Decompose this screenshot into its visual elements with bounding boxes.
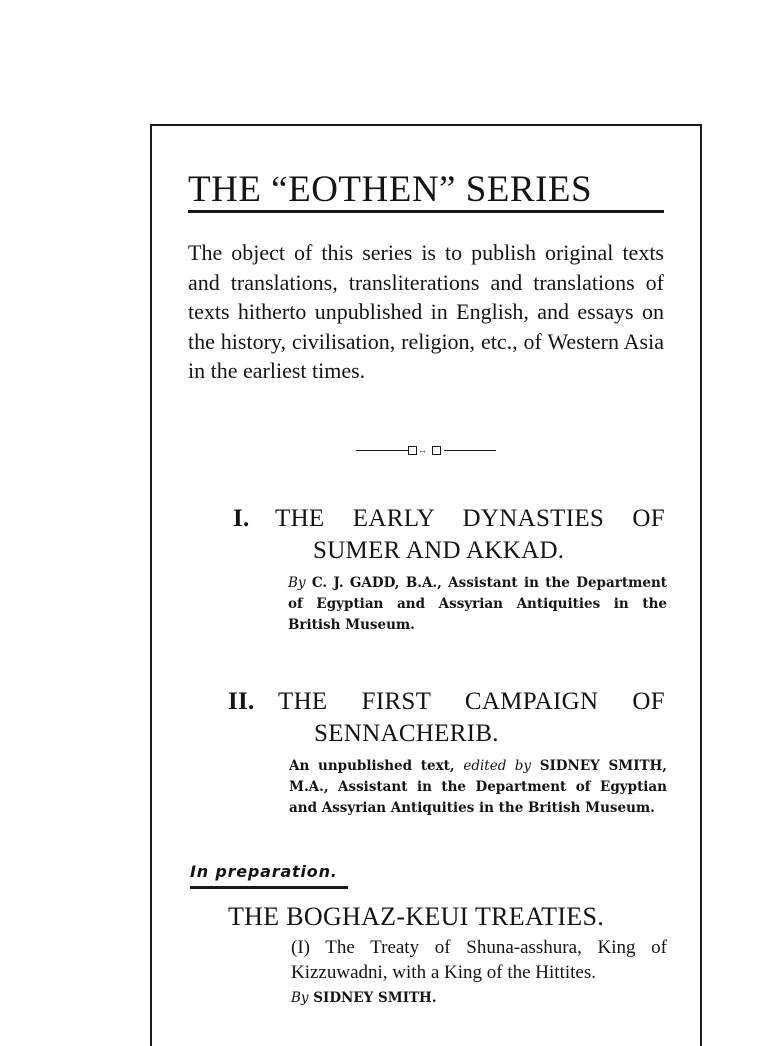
title-underline	[188, 210, 664, 213]
series-title: THE “EOTHEN” SERIES	[188, 169, 593, 210]
volume-1-title-line1: THE EARLY DYNASTIES OF	[275, 505, 665, 532]
volume-2-desc-part2: SIDNEY SMITH, M.A., Assistant in the Department of Egyptian and Assyrian Antiquities in the British Museum.	[289, 758, 668, 816]
volume-1-numeral: I.	[233, 505, 250, 532]
upcoming-by: By	[291, 990, 309, 1006]
upcoming-author-name: SIDNEY SMITH.	[313, 990, 437, 1006]
upcoming-title: THE BOGHAZ-KEUI TREATIES.	[228, 902, 605, 931]
volume-2-edited-by: edited by	[463, 758, 531, 774]
volume-2-title-line2: SENNACHERIB.	[314, 720, 499, 747]
volume-1-author-info: C. J. GADD, B.A., Assistant in the Department of Egyptian and Assyrian Antiquities in the British Museum.	[288, 575, 668, 633]
in-preparation-underline	[190, 886, 348, 889]
in-preparation-label: In preparation.	[190, 862, 338, 881]
ornament-arrow-icon: ↔	[418, 445, 427, 455]
upcoming-description: (I) The Treaty of Shuna-asshura, King of Kizzuwadni, with a King of the Hittites.	[291, 937, 667, 983]
series-description: The object of this series is to publish original texts and translations, transliterations and translations of texts hitherto unpublished in English, and essays on the history, civilisation, religion, etc., of Western Asia in the earliest times.	[188, 240, 664, 383]
volume-2-numeral: II.	[228, 688, 255, 715]
volume-2-title-line1: THE FIRST CAMPAIGN OF	[278, 688, 665, 715]
volume-1-title-line2: SUMER AND AKKAD.	[313, 537, 565, 564]
volume-2-description	[289, 756, 667, 819]
upcoming-author	[291, 990, 437, 1006]
volume-1-by: By	[288, 575, 306, 591]
volume-1-description	[288, 573, 667, 636]
ornament-divider	[356, 444, 496, 456]
volume-2-desc-part1: An unpublished text,	[289, 758, 455, 774]
